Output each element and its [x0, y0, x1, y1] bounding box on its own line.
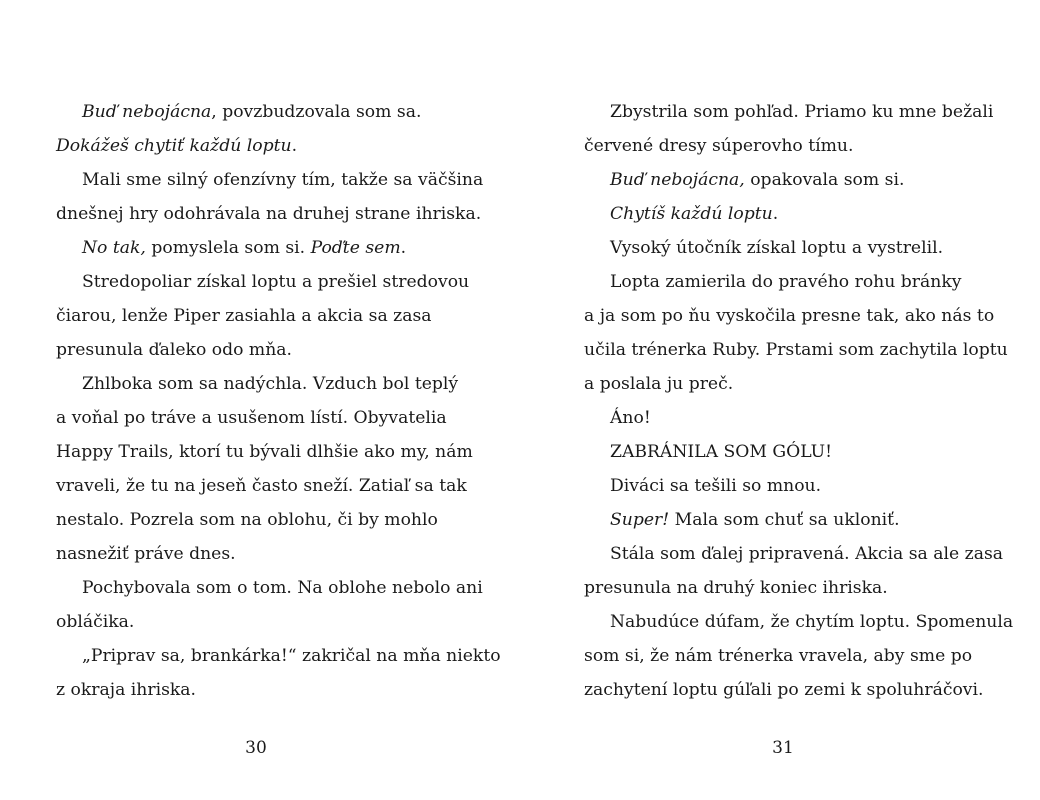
text-line: [584, 435, 994, 469]
text-line: [584, 605, 1014, 639]
text-line: [56, 605, 486, 639]
text-line: [56, 503, 486, 537]
text-line: [584, 537, 1004, 571]
text-segment: učila trénerka Ruby. Prstami som zachytila loptu: [584, 340, 1008, 360]
text-segment: presunula ďaleko odo mňa.: [56, 340, 293, 360]
text-segment: Lopta zamierila do pravého rohu bránky: [610, 272, 962, 292]
text-segment: opakovala som si.: [744, 170, 905, 190]
italic-text: Buď nebojácna,: [610, 170, 745, 190]
text-line: [584, 95, 994, 129]
text-segment: Zbystrila som pohľad. Priamo ku mne bežali: [610, 102, 994, 122]
text-segment: Diváci sa tešili so mnou.: [610, 476, 822, 496]
text-line: [56, 571, 486, 605]
text-segment: zachytení loptu gúľali po zemi k spoluhráčovi.: [584, 680, 984, 700]
text-segment: pomyslela som si.: [145, 238, 311, 258]
right-page-number: 31: [772, 738, 794, 758]
text-line: [56, 197, 486, 231]
text-line: [584, 299, 994, 333]
italic-text: Chytíš každú loptu: [610, 204, 773, 224]
text-segment: červené dresy súperovho tímu.: [584, 136, 854, 156]
text-segment: .: [772, 204, 779, 224]
text-segment: , povzbudzovala som sa.: [211, 102, 422, 122]
text-line: [56, 163, 486, 197]
italic-text: Super!: [610, 510, 670, 530]
text-segment: som si, že nám trénerka vravela, aby sme po: [584, 646, 973, 666]
text-segment: nestalo. Pozrela som na oblohu, či by mohlo: [56, 510, 438, 530]
text-segment: Pochybovala som o tom. Na oblohe nebolo ani: [82, 578, 483, 598]
text-segment: ZABRÁNILA SOM GÓLU!: [610, 442, 833, 462]
text-line: [56, 129, 486, 163]
text-line: [56, 299, 486, 333]
text-segment: Nabudúce dúfam, že chytím loptu. Spomenula: [610, 612, 1014, 632]
text-line: [56, 469, 486, 503]
text-line: [584, 639, 994, 673]
text-line: [56, 401, 486, 435]
text-segment: Stála som ďalej pripravená. Akcia sa ale zasa: [610, 544, 1004, 564]
text-segment: čiarou, lenže Piper zasiahla a akcia sa zasa: [56, 306, 432, 326]
left-page-number: 30: [245, 738, 267, 758]
text-line: [584, 673, 994, 707]
text-segment: .: [291, 136, 298, 156]
text-segment: Vysoký útočník získal loptu a vystrelil.: [610, 238, 944, 258]
text-line: [584, 503, 994, 537]
text-line: [584, 571, 994, 605]
text-line: [56, 231, 486, 265]
text-line: [56, 435, 486, 469]
text-segment: nasnežiť práve dnes.: [56, 544, 236, 564]
text-segment: Zhlboka som sa nadýchla. Vzduch bol teplý: [82, 374, 459, 394]
text-line: [56, 673, 486, 707]
text-line: [584, 231, 994, 265]
text-line: [584, 469, 994, 503]
text-line: [584, 129, 994, 163]
text-segment: a voňal po tráve a usušenom lístí. Obyvatelia: [56, 408, 447, 428]
text-line: [584, 197, 994, 231]
text-line: [56, 367, 486, 401]
text-segment: z okraja ihriska.: [56, 680, 197, 700]
text-line: [584, 265, 994, 299]
text-line: [56, 265, 486, 299]
text-segment: Áno!: [610, 408, 651, 428]
text-line: [56, 333, 486, 367]
text-segment: presunula na druhý koniec ihriska.: [584, 578, 888, 598]
text-segment: a poslala ju preč.: [584, 374, 734, 394]
text-segment: Mali sme silný ofenzívny tím, takže sa väčšina: [82, 170, 484, 190]
italic-text: Buď nebojácna: [82, 102, 212, 122]
text-line: [56, 95, 486, 129]
text-segment: a ja som po ňu vyskočila presne tak, ako nás to: [584, 306, 995, 326]
italic-text: Dokážeš chytiť každú loptu: [56, 136, 292, 156]
left-page-text: [56, 95, 501, 707]
text-line: [584, 367, 994, 401]
text-line: [56, 537, 486, 571]
text-segment: .: [400, 238, 407, 258]
text-segment: Mala som chuť sa ukloniť.: [669, 510, 900, 530]
text-segment: Happy Trails, ktorí tu bývali dlhšie ako my, nám: [56, 442, 473, 462]
text-segment: Stredopoliar získal loptu a prešiel stredovou: [82, 272, 470, 292]
text-line: [584, 163, 994, 197]
right-page-text: [584, 95, 1014, 707]
text-segment: dnešnej hry odohrávala na druhej strane ihriska.: [56, 204, 482, 224]
text-line: [584, 333, 1008, 367]
italic-text: Poďte sem: [310, 238, 401, 258]
text-line: [56, 639, 501, 673]
italic-text: No tak,: [82, 238, 146, 258]
text-segment: obláčika.: [56, 612, 135, 632]
text-segment: vraveli, že tu na jeseň často sneží. Zatiaľ sa tak: [56, 476, 467, 496]
text-segment: „Priprav sa, brankárka!“ zakričal na mňa niekto: [82, 646, 501, 666]
text-line: [584, 401, 994, 435]
